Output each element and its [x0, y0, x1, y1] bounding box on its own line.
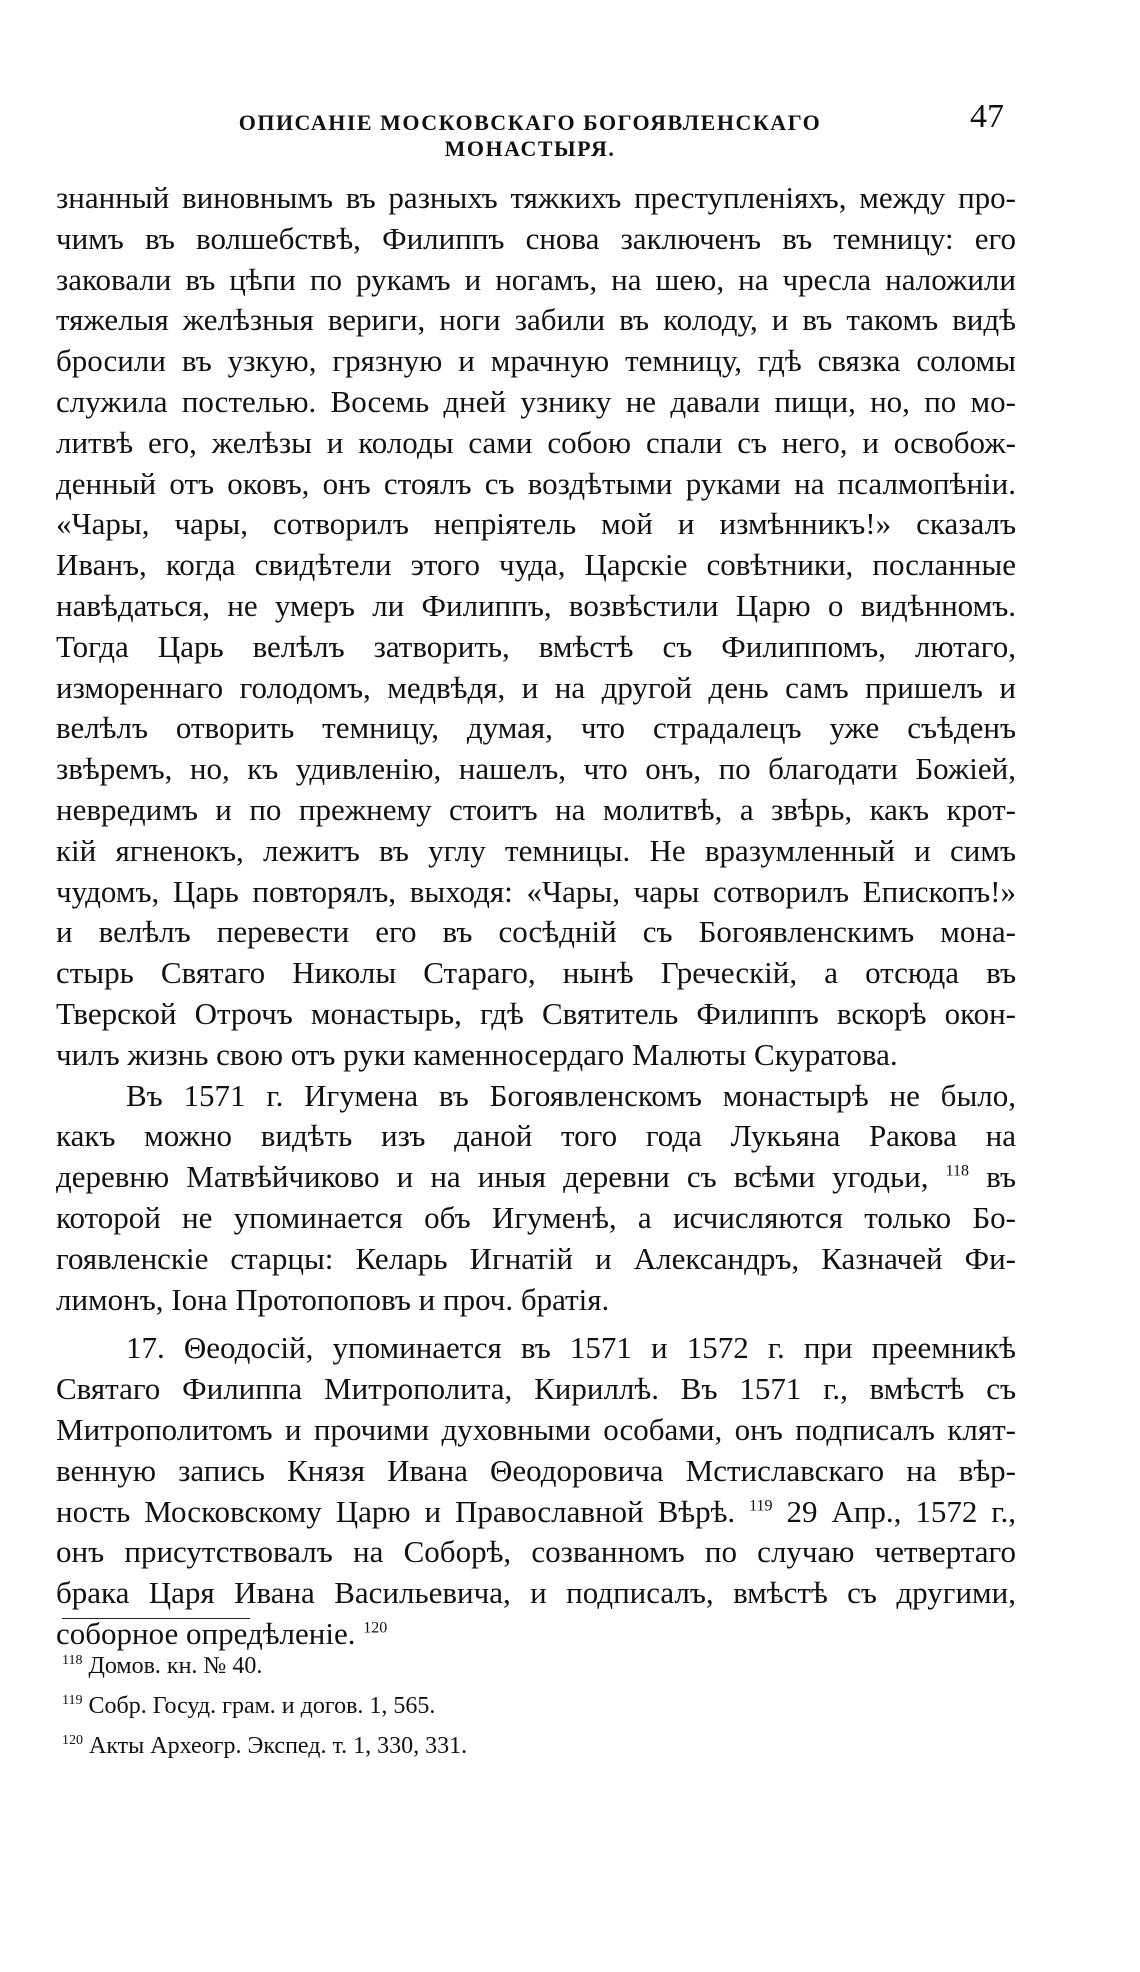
text-line: венную запись Князя Ивана Θеодоровича Мстиславскаго на вѣр- [56, 1452, 1016, 1488]
text-line: Тогда Царь велѣлъ затворить, вмѣстѣ съ Филиппомъ, лютаго, [56, 628, 1016, 664]
text-segment: въ [986, 1159, 1017, 1195]
footnote-number: 119 [62, 1693, 83, 1708]
running-head: ОПИСАНІЕ МОСКОВСКАГО БОГОЯВЛЕНСКАГО МОНАСТЫРЯ. [238, 110, 822, 161]
text-segment: соборное опредѣленіе. [56, 1615, 356, 1651]
footnote-ref-119: 119 [749, 1497, 773, 1515]
footnote-ref-120: 120 [363, 1619, 388, 1637]
footnote-120 [62, 1726, 762, 1766]
text-line: заковали въ цѣпи по рукамъ и ногамъ, на шею, на чресла наложили [56, 261, 1016, 297]
text-line: навѣдаться, не умеръ ли Филиппъ, возвѣстили Царю о видѣнномъ. [56, 587, 1016, 623]
text-line: 17. Θеодосій, упоминается въ 1571 и 1572 г. при преемникѣ [126, 1330, 1016, 1366]
text-line: кій ягненокъ, лежитъ въ углу темницы. Не вразумленный и симъ [56, 832, 1016, 868]
footnote-text: Акты Археогр. Экспед. т. 1, 330, 331. [89, 1733, 468, 1759]
footnote-number: 118 [62, 1653, 83, 1668]
text-line: знанный виновнымъ въ разныхъ тяжкихъ преступленіяхъ, между про- [56, 180, 1016, 215]
text-line: стырь Святаго Николы Стараго, нынѣ Греческій, а отсюда въ [56, 955, 1016, 991]
text-line: брака Царя Ивана Васильевича, и подписалъ, вмѣстѣ съ другими, [56, 1575, 1016, 1611]
text-line: гоявленскіе старцы: Келарь Игнатій и Александръ, Казначей Фи- [56, 1240, 1016, 1276]
text-line: измореннаго голодомъ, медвѣдя, и на другой день самъ пришелъ и [56, 669, 1016, 705]
text-line: которой не упоминается объ Игуменѣ, а исчисляются только Бо- [56, 1199, 1016, 1235]
footnotes [62, 1646, 762, 1766]
text-line: Въ 1571 г. Игумена въ Богоявленскомъ монастырѣ не было, [126, 1077, 1016, 1113]
text-line: Митрополитомъ и прочими духовными особами, онъ подписалъ клят- [56, 1411, 1016, 1447]
text-line: какъ можно видѣть изъ даной того года Лукьяна Ракова на [56, 1118, 1016, 1154]
footnote-text: Домов. кн. № 40. [88, 1653, 263, 1679]
footnote-119 [62, 1686, 762, 1726]
text-line: литвѣ его, желѣзы и колоды сами собою спали съ него, и освобож- [56, 424, 1016, 460]
text-line [56, 1157, 1016, 1198]
text-line: велѣлъ отворить темницу, думая, что страдалецъ уже съѣденъ [56, 710, 1016, 746]
text-line: служила постелью. Восемь дней узнику не давали пищи, но, по мо- [56, 383, 1016, 419]
paragraph-2 [56, 1076, 1016, 1321]
footnote-divider [62, 1618, 250, 1619]
text-line: онъ присутствовалъ на Соборѣ, созванномъ по случаю четвертаго [56, 1534, 1016, 1570]
footnote-number: 120 [62, 1733, 83, 1748]
footnote-ref-118: 118 [945, 1162, 969, 1180]
text-line: чимъ въ волшебствѣ, Филиппъ снова заключенъ въ темницу: его [56, 220, 1016, 256]
text-line: и велѣлъ перевести его въ сосѣдній съ Богоявленскимъ мона- [56, 914, 1016, 950]
footnote-text: Собр. Госуд. грам. и догов. 1, 565. [88, 1693, 436, 1719]
text-line: звѣремъ, но, къ удивленію, нашелъ, что онъ, по благодати Божіей, [56, 751, 1016, 787]
text-line: лимонъ, Іона Протопоповъ и проч. братія. [56, 1281, 610, 1317]
page-number: 47 [970, 98, 1004, 135]
text-line: чудомъ, Царь повторялъ, выходя: «Чары, чары сотворилъ Епископъ!» [56, 873, 1016, 909]
text-segment: ность Московскому Царю и Православной Вѣрѣ. [56, 1493, 736, 1529]
text-line: денный отъ оковъ, онъ стоялъ съ воздѣтыми руками на псалмопѣніи. [56, 465, 1016, 501]
text-line: Иванъ, когда свидѣтели этого чуда, Царскіе совѣтники, посланные [56, 547, 1016, 583]
paragraph-1 [56, 178, 1016, 1076]
text-line [56, 1492, 1016, 1533]
footnote-118 [62, 1646, 762, 1686]
text-line: бросили въ узкую, грязную и мрачную темницу, гдѣ связка соломы [56, 343, 1016, 379]
main-text [56, 178, 1016, 1655]
text-line: тяжелыя желѣзныя вериги, ноги забили въ колоду, и въ такомъ видѣ [56, 302, 1016, 338]
text-line: невредимъ и по прежнему стоитъ на молитвѣ, а звѣрь, какъ крот- [56, 791, 1016, 827]
text-line: Тверской Отрочъ монастырь, гдѣ Святитель Филиппъ вскорѣ окон- [56, 995, 1016, 1031]
text-line: «Чары, чары, сотворилъ непріятель мой и измѣнникъ!» сказалъ [56, 506, 1016, 542]
text-line: чилъ жизнь свою отъ руки каменносердаго Малюты Скуратова. [56, 1036, 898, 1072]
text-line: Святаго Филиппа Митрополита, Кириллѣ. Въ 1571 г., вмѣстѣ съ [56, 1371, 1016, 1407]
paragraph-3 [56, 1328, 1016, 1654]
text-segment: 29 Апр., 1572 г., [786, 1493, 1017, 1529]
text-segment: деревню Матвѣйчиково и на иныя деревни съ всѣми угодьи, [56, 1159, 929, 1195]
